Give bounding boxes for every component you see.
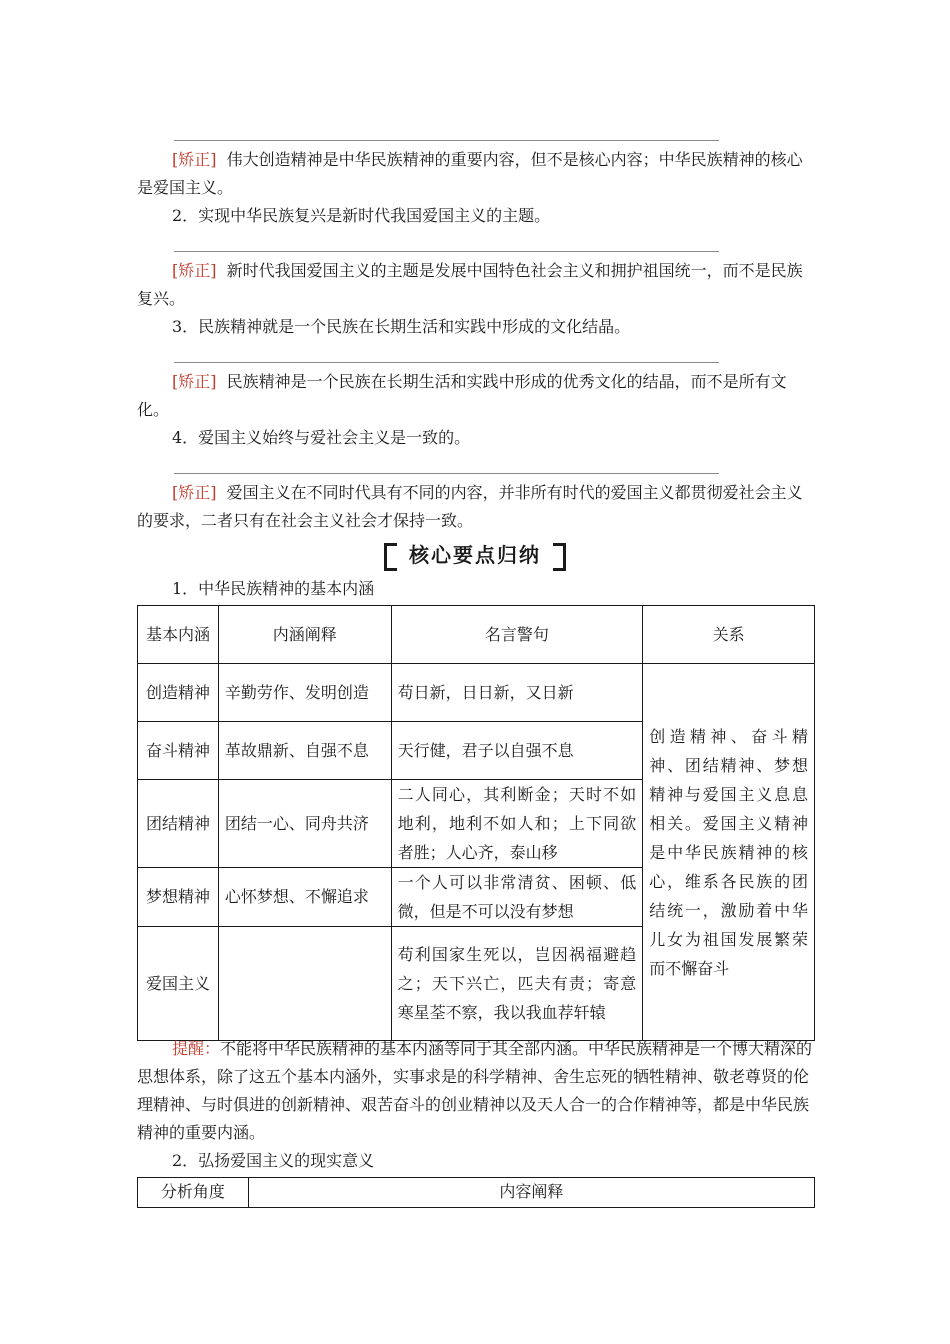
reminder-label: 提醒： bbox=[172, 1039, 221, 1058]
reminder-text: 不能将中华民族精神的基本内涵等同于其全部内涵。中华民族精神是一个博大精深的思想体系，除了这五个基本内涵外，实事求是的科学精神、舍生忘死的牺牲精神、敬老尊贤的伦理精神、与时俱进的创新精神、艰苦奋斗的创业精神以及天人合一的合作精神等，都是中华民族精神的重要内涵。 bbox=[137, 1039, 813, 1142]
correction-text: 新时代我国爱国主义的主题是发展中国特色社会主义和拥护祖国统一，而不是民族复兴。 bbox=[137, 261, 803, 308]
spirit-explain bbox=[218, 927, 391, 1041]
spirit-explain: 团结一心、同舟共济 bbox=[218, 780, 391, 868]
correction-tag: [矫正] bbox=[172, 261, 217, 280]
statement-2: 2．实现中华民族复兴是新时代我国爱国主义的主题。 bbox=[172, 206, 551, 225]
table-header-row bbox=[138, 1178, 815, 1208]
table-row bbox=[138, 664, 815, 722]
section-heading bbox=[384, 539, 566, 571]
spirit-name: 团结精神 bbox=[138, 780, 219, 868]
answer-line bbox=[174, 251, 719, 252]
spirit-quote: 天行健，君子以自强不息 bbox=[391, 722, 643, 780]
statement-4: 4．爱国主义始终与爱社会主义是一致的。 bbox=[172, 428, 471, 447]
spirit-name: 创造精神 bbox=[138, 664, 219, 722]
bracket-left bbox=[384, 543, 397, 571]
header-cell: 分析角度 bbox=[138, 1178, 249, 1208]
header-cell: 关系 bbox=[643, 606, 815, 664]
spirit-table bbox=[137, 605, 815, 1041]
spirit-quote: 苟利国家生死以，岂因祸福避趋之；天下兴亡，匹夫有责；寄意寒星荃不察，我以我血荐轩辕 bbox=[391, 927, 643, 1041]
spirit-name: 爱国主义 bbox=[138, 927, 219, 1041]
answer-line bbox=[174, 362, 719, 363]
statement-3: 3．民族精神就是一个民族在长期生活和实践中形成的文化结晶。 bbox=[172, 317, 631, 336]
spirit-name: 奋斗精神 bbox=[138, 722, 219, 780]
table2-caption: 2．弘扬爱国主义的现实意义 bbox=[172, 1151, 375, 1170]
spirit-quote: 一个人可以非常清贫、困顿、低微，但是不可以没有梦想 bbox=[391, 868, 643, 927]
correction-1 bbox=[137, 146, 817, 202]
bracket-right bbox=[553, 543, 566, 571]
correction-tag: [矫正] bbox=[172, 483, 217, 502]
reminder bbox=[137, 1035, 817, 1147]
correction-text: 伟大创造精神是中华民族精神的重要内容，但不是核心内容；中华民族精神的核心是爱国主义。 bbox=[137, 150, 803, 197]
answer-line bbox=[174, 140, 719, 141]
section-heading-text: 核心要点归纳 bbox=[409, 543, 541, 567]
relation-cell: 创造精神、奋斗精神、团结精神、梦想精神与爱国主义息息相关。爱国主义精神是中华民族精神的核心，维系各民族的团结统一，激励着中华儿女为祖国发展繁荣而不懈奋斗 bbox=[643, 664, 815, 1041]
spirit-explain: 辛勤劳作、发明创造 bbox=[218, 664, 391, 722]
correction-text: 爱国主义在不同时代具有不同的内容，并非所有时代的爱国主义都贯彻爱社会主义的要求，二者只有在社会主义社会才保持一致。 bbox=[137, 483, 803, 530]
spirit-name: 梦想精神 bbox=[138, 868, 219, 927]
header-cell: 内容阐释 bbox=[248, 1178, 814, 1208]
correction-3 bbox=[137, 368, 817, 424]
table1-caption: 1．中华民族精神的基本内涵 bbox=[172, 579, 375, 598]
header-cell: 基本内涵 bbox=[138, 606, 219, 664]
spirit-quote: 二人同心，其利断金；天时不如地利，地利不如人和；上下同欲者胜；人心齐，泰山移 bbox=[391, 780, 643, 868]
correction-text: 民族精神是一个民族在长期生活和实践中形成的优秀文化的结晶，而不是所有文化。 bbox=[137, 372, 787, 419]
correction-2 bbox=[137, 257, 817, 313]
answer-line bbox=[174, 473, 719, 474]
spirit-explain: 革故鼎新、自强不息 bbox=[218, 722, 391, 780]
significance-table bbox=[137, 1177, 815, 1208]
spirit-quote: 苟日新，日日新，又日新 bbox=[391, 664, 643, 722]
table-header-row bbox=[138, 606, 815, 664]
header-cell: 名言警句 bbox=[391, 606, 643, 664]
correction-tag: [矫正] bbox=[172, 372, 217, 391]
correction-tag: [矫正] bbox=[172, 150, 217, 169]
spirit-explain: 心怀梦想、不懈追求 bbox=[218, 868, 391, 927]
header-cell: 内涵阐释 bbox=[218, 606, 391, 664]
correction-4 bbox=[137, 479, 817, 535]
